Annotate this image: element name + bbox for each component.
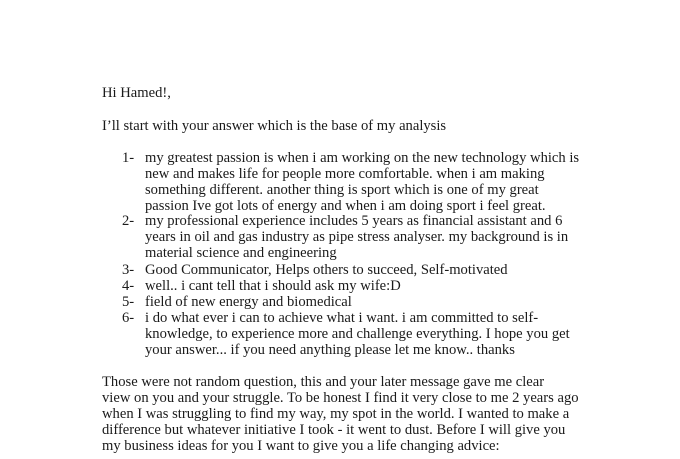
- list-item-number: 5-: [122, 294, 135, 310]
- list-item-number: 2-: [122, 213, 135, 229]
- list-item-number: 6-: [122, 310, 135, 326]
- closing-line: when I was struggling to find my way, my spot in the world. I wanted to make a: [102, 406, 570, 422]
- list-item-line: well.. i cant tell that i should ask my wife:D: [145, 278, 401, 294]
- list-item-line: Good Communicator, Helps others to succeed, Self-motivated: [145, 262, 508, 278]
- list-item-line: years in oil and gas industry as pipe stress analyser. my background is in: [145, 229, 569, 245]
- closing-line: view on you and your struggle. To be honest I find it very close to me 2 years ago: [102, 390, 579, 406]
- list-item-line: something different. another thing is sport which is one of my great: [145, 182, 539, 198]
- list-item-number: 3-: [122, 262, 135, 278]
- list-item-number: 4-: [122, 278, 135, 294]
- list-item-line: field of new energy and biomedical: [145, 294, 352, 310]
- closing-line: difference but whatever initiative I took - it went to dust. Before I will give you: [102, 422, 566, 438]
- closing-line: Those were not random question, this and your later message gave me clear: [102, 374, 545, 390]
- list-item-line: your answer... if you need anything please let me know.. thanks: [145, 342, 515, 358]
- list-item-line: new and makes life for people more comfortable. when i am making: [145, 166, 545, 182]
- list-item-line: knowledge, to experience more and challenge everything. I hope you get: [145, 326, 570, 342]
- closing-line: my business ideas for you I want to give you a life changing advice:: [102, 438, 500, 454]
- list-item-line: material science and engineering: [145, 245, 337, 261]
- intro-paragraph: I’ll start with your answer which is the base of my analysis: [102, 118, 447, 134]
- greeting: Hi Hamed!,: [102, 85, 171, 101]
- list-item-line: passion Ive got lots of energy and when i am doing sport i feel great.: [145, 198, 546, 214]
- list-item-line: my professional experience includes 5 years as financial assistant and 6: [145, 213, 563, 229]
- list-item-line: i do what ever i can to achieve what i want. i am committed to self-: [145, 310, 539, 326]
- list-item-line: my greatest passion is when i am working on the new technology which is: [145, 150, 580, 166]
- list-item-number: 1-: [122, 150, 135, 166]
